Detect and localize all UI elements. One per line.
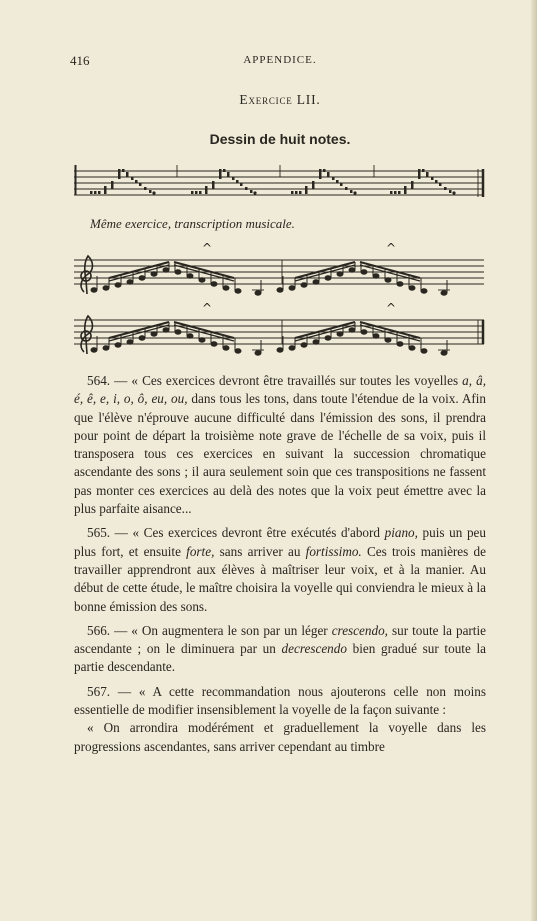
- text-run: dans tous les tons, dans toute l'étendue de la voix. Afin que l'élève n'éprouve aucune difficulté dans l'émission des sons, il prendra pour point de départ la troisième note grave de l'échelle de sa voix, puis il transposera tous ces exercices en suivant la succession chromatique ascendante des sons ; il aura seulement soin que ces transpositions ne fassent pas monter ces exercices au delà des notes que la voix peut émettre avec la plus parfaite aisance...: [74, 391, 486, 517]
- italic-term: a, â, é, ê, e, i, o, ô, eu, ou,: [74, 373, 487, 407]
- music-staff-2: [74, 300, 486, 360]
- treble-clef-icon: [81, 316, 93, 354]
- body-text: [74, 372, 486, 762]
- dot-notation-staff: [74, 160, 486, 202]
- page-edge: [531, 0, 537, 921]
- accent-mark: ^: [386, 241, 397, 255]
- paragraph-566: [74, 622, 486, 677]
- italic-term: piano,: [384, 525, 418, 541]
- treble-clef-icon: [81, 256, 93, 294]
- running-title: APPENDICE.: [243, 54, 317, 66]
- italic-term: forte,: [186, 543, 215, 559]
- paragraph-number: 567.: [87, 683, 111, 699]
- paragraph-565: [74, 524, 486, 615]
- italic-term: fortissimo.: [305, 543, 362, 559]
- page-number: 416: [70, 53, 90, 68]
- text-run: Ces trois manières de travailler apprendront aux élèves à maîtriser leur voix, et à la manier. Au début de cette étude, le maître choisira la voyelle qui conviendra le mieux à la bonne émission des sons.: [74, 543, 486, 614]
- paragraph-564: [74, 372, 486, 518]
- accent-mark: ^: [386, 301, 397, 315]
- italic-term: decrescendo: [281, 641, 347, 657]
- paragraph-number: 565.: [87, 525, 111, 541]
- text-run: — « Ces exercices devront être exécutés d'abord: [110, 525, 385, 541]
- exercise-subtitle: Dessin de huit notes.: [209, 131, 351, 147]
- text-run: sur toute la partie ascendante ; on le diminuera par un: [74, 622, 486, 657]
- text-run: « On arrondira modérément et graduellement la voyelle dans les progressions ascendantes, sans arriver cependant au timbre: [74, 720, 486, 754]
- text-run: — « A cette recommandation nous ajouterons celle non moins essentielle de modifier insensiblement la voyelle de la façon suivante :: [74, 683, 486, 718]
- text-run: sans arriver au: [214, 543, 306, 559]
- paragraph-567: [74, 683, 486, 720]
- accent-mark: ^: [202, 241, 213, 255]
- music-caption: Même exercice, transcription musicale.: [90, 216, 295, 231]
- text-run: — « On augmentera le son par un léger: [110, 622, 332, 638]
- text-run: bien gradué sur toute la partie descendante.: [74, 641, 487, 675]
- text-run: puis un peu plus fort, et ensuite: [74, 525, 486, 559]
- exercise-title: Exercice LII.: [239, 92, 321, 107]
- text-run: — « Ces exercices devront être travaillés sur toutes les voyelles: [110, 373, 463, 388]
- italic-term: crescendo,: [331, 622, 388, 638]
- music-staff-1: [74, 240, 486, 300]
- paragraph-number: 564.: [87, 373, 111, 388]
- paragraph-567-continued: [74, 719, 486, 756]
- accent-mark: ^: [202, 301, 213, 315]
- paragraph-number: 566.: [87, 622, 111, 638]
